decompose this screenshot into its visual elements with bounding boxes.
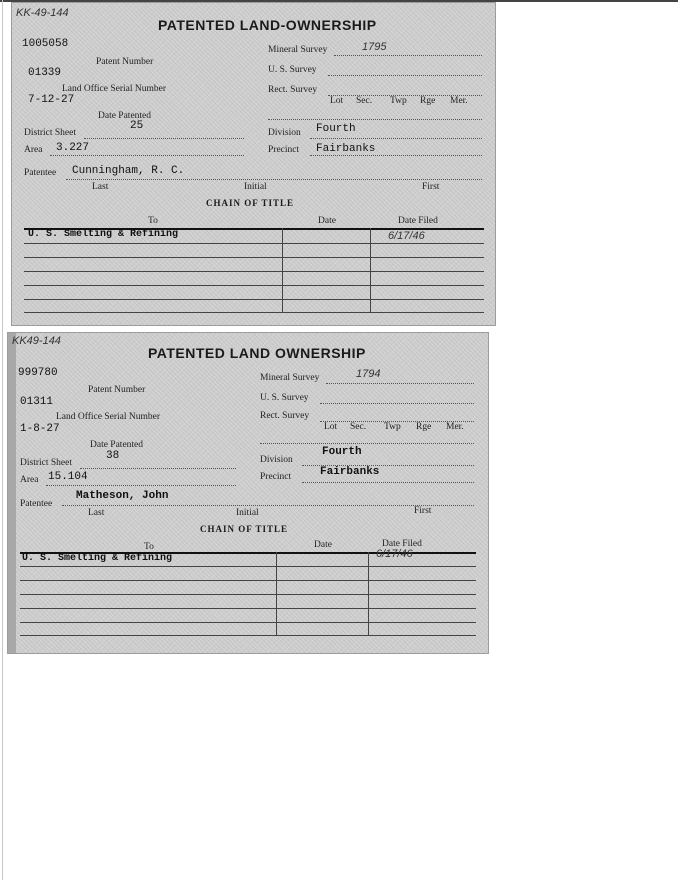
area-line [50,155,244,156]
us-survey-label: U. S. Survey [260,393,309,403]
rect-col-rge: Rge [416,422,432,432]
serial-value: 01339 [28,67,62,79]
chain-header-to: To [148,216,158,226]
rect-blank-line [260,443,474,444]
table-row-date-filed: 6/17/46 [376,548,413,560]
chain-header-date: Date [314,540,332,550]
rect-col-mer: Mer. [446,422,464,432]
division-value: Fourth [322,446,362,458]
patentee-initial: Initial [244,182,267,192]
date-patented-label: Date Patented [90,440,144,450]
precinct-value: Fairbanks [316,143,376,155]
area-value: 3.227 [56,142,90,154]
mineral-survey-label: Mineral Survey [260,373,320,383]
rect-survey-label: Rect. Survey [260,411,310,421]
precinct-line [310,155,482,156]
us-survey-line [320,403,474,404]
rect-col-lot: Lot [330,96,344,106]
patentee-first: First [414,506,432,516]
card-title: PATENTED LAND-OWNERSHIP [158,17,377,33]
district-sheet-line [84,138,244,139]
chain-header-date-filed: Date Filed [398,216,438,226]
district-sheet-label: District Sheet [24,128,76,138]
district-sheet-label: District Sheet [20,458,72,468]
patentee-line [62,505,474,506]
scan-top-edge [0,0,678,2]
us-survey-label: U. S. Survey [268,65,317,75]
us-survey-line [328,75,482,76]
chain-of-title-heading: CHAIN OF TITLE [200,524,289,534]
rect-blank-line [268,119,482,120]
rect-col-mer: Mer. [450,96,468,106]
mineral-survey-value: 1795 [362,41,387,53]
patentee-value: Matheson, John [76,490,169,502]
card-edge-shadow [8,333,16,653]
patent-number-label: Patent Number [88,385,146,395]
patentee-last: Last [88,508,105,518]
area-label: Area [24,145,43,155]
patentee-initial: Initial [236,508,259,518]
chain-of-title-table [24,228,484,313]
date-patented-label: Date Patented [98,111,152,121]
card-title: PATENTED LAND OWNERSHIP [148,345,366,361]
table-row-to: U. S. Smelting & Refining [28,229,179,240]
district-sheet-value: 25 [130,120,144,132]
patentee-line [66,179,482,180]
rect-col-lot: Lot [324,422,338,432]
area-line [46,485,236,486]
chain-of-title-table [20,548,476,636]
rect-col-sec: Sec. [350,422,367,432]
patent-number-value: 1005058 [22,38,69,50]
scan-left-edge [2,0,3,880]
mineral-survey-line [334,55,482,56]
table-row-to: U. S. Smelting & Refining [22,553,173,564]
rect-col-twp: Twp [384,422,401,432]
chain-header-date-filed: Date Filed [382,539,422,549]
district-sheet-line [80,468,236,469]
patent-number-label: Patent Number [96,57,154,67]
mineral-survey-value: 1794 [356,368,381,380]
chain-header-date: Date [318,216,336,226]
patentee-last: Last [92,182,109,192]
patentee-value: Cunningham, R. C. [72,165,185,177]
serial-label: Land Office Serial Number [62,84,167,94]
mineral-survey-label: Mineral Survey [268,45,328,55]
land-ownership-card-2 [8,333,488,653]
district-sheet-value: 38 [106,450,120,462]
chain-of-title-heading: CHAIN OF TITLE [206,198,295,208]
precinct-value: Fairbanks [320,466,380,478]
area-label: Area [20,475,39,485]
patentee-label: Patentee [24,168,57,178]
date-patented-value: 1-8-27 [20,423,60,435]
division-label: Division [260,455,293,465]
area-value: 15.104 [48,471,88,483]
division-label: Division [268,128,301,138]
card-annotation: KK49-144 [12,335,61,347]
rect-col-rge: Rge [420,96,436,106]
chain-header-to: To [144,542,154,552]
land-ownership-card-1 [12,3,495,325]
patentee-first: First [422,182,440,192]
division-line [310,138,482,139]
rect-col-twp: Twp [390,96,407,106]
precinct-line [302,482,474,483]
mineral-survey-line [326,383,474,384]
precinct-label: Precinct [260,472,292,482]
patentee-label: Patentee [20,499,53,509]
serial-label: Land Office Serial Number [56,412,161,422]
date-patented-value: 7-12-27 [28,94,75,106]
patent-number-value: 999780 [18,367,58,379]
precinct-label: Precinct [268,145,300,155]
rect-col-sec: Sec. [356,96,373,106]
rect-survey-label: Rect. Survey [268,85,318,95]
table-row-date-filed: 6/17/46 [388,230,425,242]
card-annotation: KK-49-144 [16,7,69,19]
serial-value: 01311 [20,396,54,408]
division-value: Fourth [316,123,356,135]
